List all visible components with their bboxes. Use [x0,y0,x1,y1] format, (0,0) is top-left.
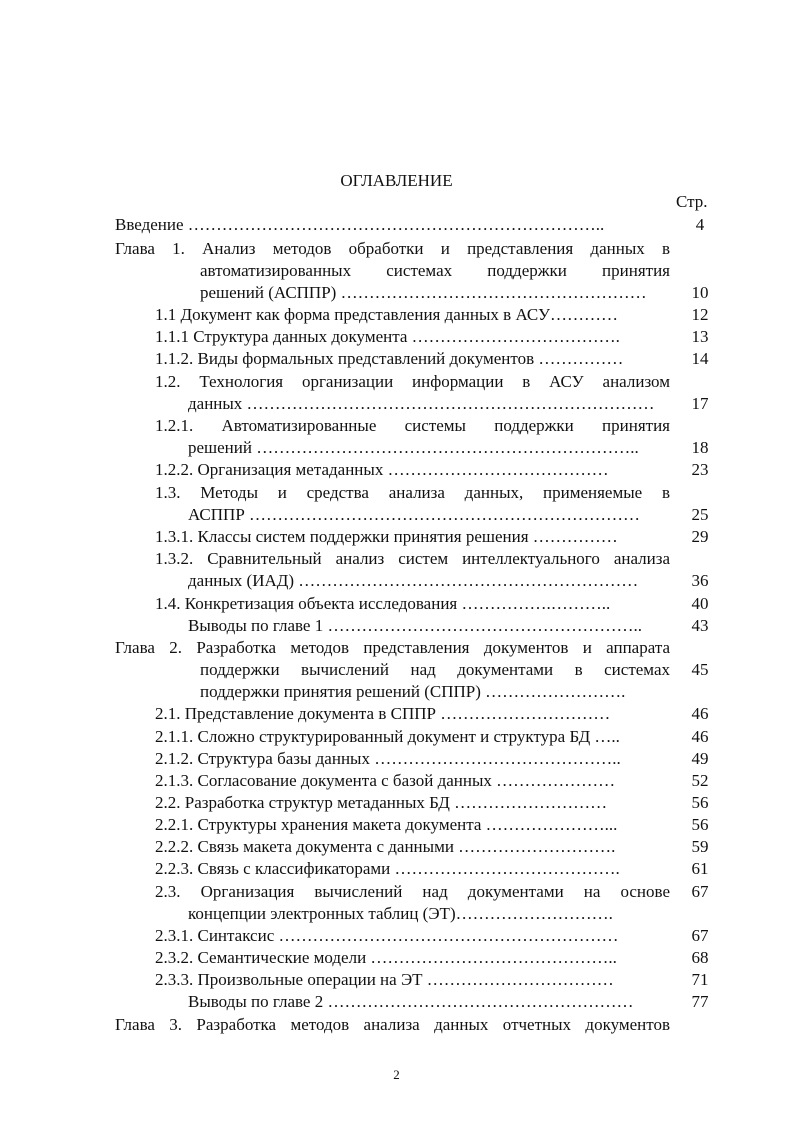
page-number: 61 [691,859,709,878]
toc-line-2-3-3: 2.3.3. Произвольные операции на ЭТ …………………………… [155,970,614,989]
page-number: 49 [691,749,709,768]
toc-line-1-1-2: 1.1.2. Виды формальных представлений документов …………… [155,349,624,368]
footer-page-number: 2 [393,1067,400,1082]
toc-line-1-2-1-cont: решений ………………………………………………………….. [188,438,639,457]
page-number: 56 [691,815,709,834]
page-number: 29 [691,527,709,546]
page-number: 56 [691,793,709,812]
toc-line-ch2: Глава 2. Разработка методов представления документов и аппарата [115,638,670,657]
toc-line-2-2: 2.2. Разработка структур метаданных БД ……………………… [155,793,608,812]
toc-line-1-1: 1.1 Документ как форма представления данных в АСУ………… [155,305,619,324]
page-number: 36 [691,571,709,590]
toc-line-1-2-2: 1.2.2. Организация метаданных ………………………………… [155,460,609,479]
page-number: 67 [691,882,709,901]
toc-line-ch2-cont2: поддержки принятия решений (СППР) ……………………. [200,682,626,701]
toc-line-2-1: 2.1. Представление документа в СППР ………………………… [155,704,611,723]
toc-line-1-3: 1.3. Методы и средства анализа данных, применяемые в [155,483,670,502]
toc-line-1-2-1: 1.2.1. Автоматизированные системы поддержки принятия [155,416,670,435]
page-number: 43 [691,616,709,635]
toc-line-2-3-1: 2.3.1. Синтаксис …………………………………………………… [155,926,619,945]
page-number: 18 [691,438,709,457]
toc-line-1-3-1: 1.3.1. Классы систем поддержки принятия решения …………… [155,527,618,546]
toc-line-2-1-3: 2.1.3. Согласование документа с базой данных ………………… [155,771,616,790]
page-number: 17 [691,394,709,413]
toc-line-ch2-cont1: поддержки вычислений над документами в системах [200,660,670,679]
page-number: 23 [691,460,709,479]
toc-line-ch1-cont1: автоматизированных системах поддержки принятия [200,261,670,280]
toc-line-1-1-1: 1.1.1 Структура данных документа ………………………………. [155,327,620,346]
toc-line-2-1-1: 2.1.1. Сложно структурированный документ и структура БД ….. [155,727,620,746]
toc-line-1-3-2-cont: данных (ИАД) …………………………………………………… [188,571,639,590]
toc-line-1-3-2: 1.3.2. Сравнительный анализ систем интеллектуального анализа [155,549,670,568]
toc-line-ch3: Глава 3. Разработка методов анализа данных отчетных документов [115,1015,670,1034]
page-number: 68 [691,948,709,967]
toc-line-intro: Введение ……………………………………………………………….. [115,215,605,234]
toc-title: ОГЛАВЛЕНИЕ [340,171,453,190]
page-number: 46 [691,727,709,746]
toc-line-2-3-cont: концепции электронных таблиц (ЭТ)………………………. [188,904,613,923]
page-number: 25 [691,505,709,524]
toc-line-1-3-cont: АСППР …………………………………………………………… [188,505,641,524]
page-number: 10 [691,283,709,302]
toc-line-2-2-3: 2.2.3. Связь с классификаторами …………………………………. [155,859,620,878]
toc-line-2-3-2: 2.3.2. Семантические модели …………………………………….. [155,948,617,967]
page-number: 40 [691,594,709,613]
page-number: 12 [691,305,709,324]
page-column-header: Стр. [676,192,708,211]
page-number: 71 [691,970,709,989]
toc-line-2-2-2: 2.2.2. Связь макета документа с данными ………………………. [155,837,616,856]
page-number: 46 [691,704,709,723]
toc-line-1-4: 1.4. Конкретизация объекта исследования …………….……….. [155,594,611,613]
toc-line-ch1-cont2: решений (АСППР) ……………………………………………… [200,283,647,302]
page-number: 52 [691,771,709,790]
toc-line-ch1-conclusions: Выводы по главе 1 ……………………………………………….. [188,616,642,635]
toc-line-ch1: Глава 1. Анализ методов обработки и представления данных в [115,239,670,258]
toc-line-1-2-cont: данных ……………………………………………………………… [188,394,655,413]
page-number: 45 [691,660,709,679]
toc-line-2-3: 2.3. Организация вычислений над документами на основе [155,882,670,901]
page-number: 77 [691,992,709,1011]
page-number: 67 [691,926,709,945]
toc-line-1-2: 1.2. Технология организации информации в АСУ анализом [155,372,670,391]
page-number: 13 [691,327,709,346]
page-number: 59 [691,837,709,856]
page-number: 14 [691,349,709,368]
toc-line-2-2-1: 2.2.1. Структуры хранения макета документа …………………... [155,815,618,834]
page-number: 4 [695,215,705,234]
toc-line-2-1-2: 2.1.2. Структура базы данных …………………………………….. [155,749,621,768]
toc-line-ch2-conclusions: Выводы по главе 2 ……………………………………………… [188,992,634,1011]
